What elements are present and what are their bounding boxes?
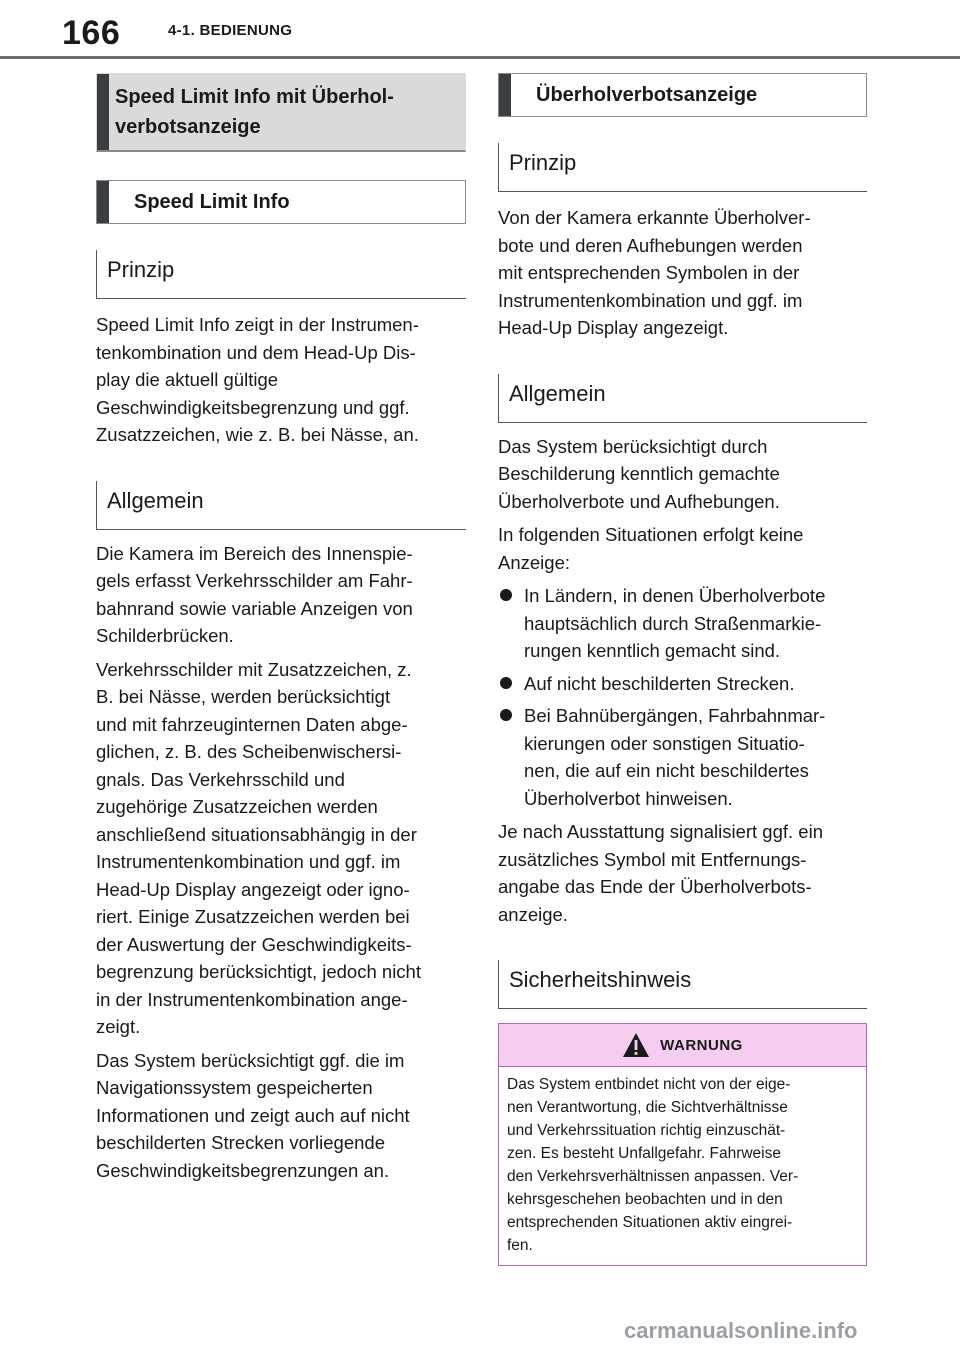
text-line: anzeige.	[498, 903, 568, 925]
text-line: Das System entbindet nicht von der eige-	[507, 1076, 791, 1093]
text-line: nen Verantwortung, die Sichtverhältnisse	[507, 1099, 788, 1116]
subheading-sicherheitshinweis: Sicherheitshinweis	[498, 960, 867, 1009]
text-line: tenkombination und dem Head-Up Dis-	[96, 341, 416, 363]
text-line: angabe das Ende der Überholverbots-	[498, 876, 812, 897]
paragraph	[96, 1047, 466, 1185]
text-line: beschilderten Strecken vorliegende	[96, 1132, 385, 1153]
bullet-list	[498, 582, 867, 812]
text-line: bahnrand sowie variable Anzeigen von	[96, 597, 413, 619]
text-line: Instrumentenkombination und ggf. im	[96, 851, 401, 872]
text-line: Speed Limit Info zeigt in der Instrumen-	[96, 314, 419, 335]
paragraph	[96, 311, 466, 449]
list-item	[498, 702, 867, 812]
text-line: hauptsächlich durch Straßenmarkie-	[524, 612, 822, 634]
bullet-dot-icon	[500, 589, 512, 601]
text-line: riert. Einige Zusatzzeichen werden bei	[96, 906, 410, 927]
text-line: nen, die auf ein nicht beschildertes	[524, 760, 809, 781]
bullet-dot-icon	[500, 709, 512, 721]
page-header	[0, 0, 960, 60]
text-line: Überholverbote und Aufhebungen.	[498, 490, 780, 512]
text-line: Geschwindigkeitsbegrenzung und ggf.	[96, 396, 410, 418]
text-line: fen.	[507, 1237, 533, 1254]
text-line: play die aktuell gültige	[96, 369, 279, 390]
text-line: Beschilderung kenntlich gemachte	[498, 463, 780, 484]
text-line: Überholverbot hinweisen.	[524, 787, 733, 809]
text-line: begrenzung berücksichtigt, jedoch nicht	[96, 961, 421, 982]
text-line: anschließend situationsabhängig in der	[96, 823, 417, 845]
text-line: und Verkehrssituation richtig einzuschät-	[507, 1122, 786, 1139]
subheading-allgemein: Allgemein	[498, 374, 867, 423]
paragraph	[498, 818, 867, 928]
text-line: Geschwindigkeitsbegrenzungen an.	[96, 1159, 390, 1181]
subheading-allgemein: Allgemein	[96, 481, 466, 530]
list-item	[498, 670, 867, 698]
subheading-prinzip: Prinzip	[498, 143, 867, 192]
text-line: Zusatzzeichen, wie z. B. bei Nässe, an.	[96, 424, 419, 445]
text-line: Auf nicht beschilderten Strecken.	[524, 672, 795, 694]
text-line: Anzeige:	[498, 551, 570, 573]
text-line: und mit fahrzeuginternen Daten abge-	[96, 713, 408, 735]
right-column	[498, 73, 867, 1266]
warning-text	[499, 1067, 866, 1265]
paragraph	[498, 433, 867, 516]
list-item	[498, 582, 867, 665]
text-line: Navigationssystem gespeicherten	[96, 1077, 373, 1098]
text-line: glichen, z. B. des Scheibenwischersi-	[96, 741, 402, 762]
text-line: Das System berücksichtigt ggf. die im	[96, 1049, 405, 1071]
text-line: rungen kenntlich gemacht sind.	[524, 640, 781, 661]
text-line: Head-Up Display angezeigt.	[498, 317, 729, 338]
warning-box	[498, 1023, 867, 1266]
warning-label: WARNUNG	[660, 1036, 743, 1054]
page-number: 166	[62, 14, 121, 52]
subheading-prinzip: Prinzip	[96, 250, 466, 299]
text-line: In Ländern, in denen Überholverbote	[524, 585, 826, 606]
text-line: Die Kamera im Bereich des Innenspie-	[96, 542, 413, 564]
text-line: gnals. Das Verkehrsschild und	[96, 768, 345, 790]
text-line: In folgenden Situationen erfolgt keine	[498, 524, 804, 545]
paragraph	[96, 656, 466, 1041]
text-line: zusätzliches Symbol mit Entfernungs-	[498, 848, 807, 870]
bullet-dot-icon	[500, 677, 512, 689]
text-line: B. bei Nässe, werden berücksichtigt	[96, 686, 391, 707]
warning-header	[499, 1024, 866, 1067]
header-rule	[0, 56, 960, 59]
text-line: mit entsprechenden Symbolen in der	[498, 262, 800, 283]
chapter-title: 4-1. BEDIENUNG	[168, 22, 293, 39]
warning-triangle-icon	[622, 1032, 650, 1058]
text-line: zen. Es besteht Unfallgefahr. Fahrweise	[507, 1145, 781, 1162]
text-line: kierungen oder sonstigen Situatio-	[524, 732, 805, 754]
text-line: zeigt.	[96, 1016, 141, 1037]
text-line: bote und deren Aufhebungen werden	[498, 234, 803, 256]
text-line: Von der Kamera erkannte Überholver-	[498, 207, 811, 228]
text-line: entsprechenden Situationen aktiv eingrei-	[507, 1214, 793, 1231]
text-line: der Auswertung der Geschwindigkeits-	[96, 933, 412, 955]
text-line: Verkehrsschilder mit Zusatzzeichen, z.	[96, 658, 412, 680]
text-line: Head-Up Display angezeigt oder igno-	[96, 878, 410, 900]
text-line: Instrumentenkombination und ggf. im	[498, 289, 803, 311]
text-line: Bei Bahnübergängen, Fahrbahnmar-	[524, 705, 826, 726]
text-line: gels erfasst Verkehrsschilder am Fahr-	[96, 570, 413, 591]
text-line: zugehörige Zusatzzeichen werden	[96, 796, 378, 817]
text-line: Informationen und zeigt auch auf nicht	[96, 1104, 410, 1126]
paragraph	[498, 204, 867, 342]
text-line: kehrsgeschehen beobachten und in den	[507, 1191, 783, 1208]
text-line: den Verkehrsverhältnissen anpassen. Ver-	[507, 1168, 799, 1185]
watermark: carmanualsonline.info	[624, 1318, 858, 1343]
text-line: in der Instrumentenkombination ange-	[96, 988, 408, 1010]
section-heading-speed-limit-info: Speed Limit Info	[96, 180, 466, 224]
main-heading	[96, 73, 466, 152]
main-heading-line: verbotsanzeige	[115, 116, 261, 138]
section-heading-ueberholverbotsanzeige: Überholverbotsanzeige	[498, 73, 867, 117]
text-line: Das System berücksichtigt durch	[498, 435, 768, 457]
text-line: Je nach Ausstattung signalisiert ggf. ein	[498, 821, 823, 842]
text-line: Schilderbrücken.	[96, 625, 234, 646]
paragraph	[498, 521, 867, 576]
left-column	[96, 73, 466, 1190]
main-heading-line: Speed Limit Info mit Überhol-	[115, 86, 394, 108]
paragraph	[96, 540, 466, 650]
